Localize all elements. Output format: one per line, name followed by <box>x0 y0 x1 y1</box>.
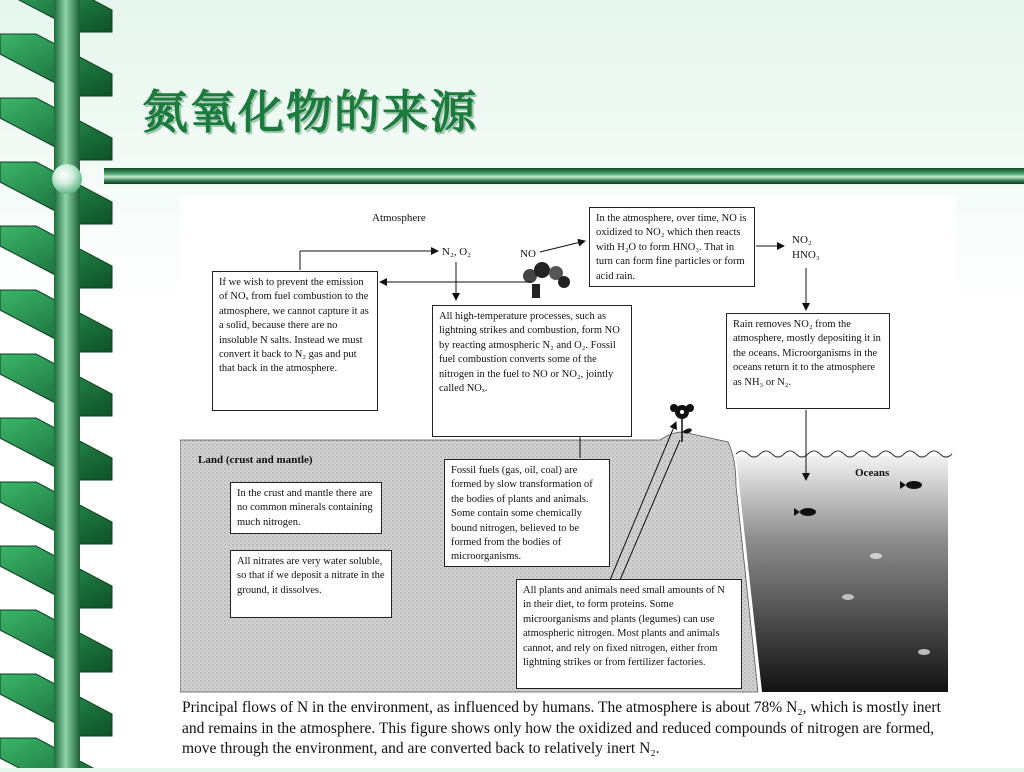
box-high-temperature: All high-temperature processes, such as lightning strikes and combustion, form NO by reacting atmospheric N₂ and O₂. Fossil fuel combustion converts some of the nitrogen in the fuel to NO or NO₂, jointly called NOₓ. <box>432 305 632 437</box>
label-oceans: Oceans <box>855 467 890 479</box>
box-rain: Rain removes NO₂ from the atmosphere, mostly depositing it in the oceans. Microorganisms in the oceans return it to the atmosphere as NH₃ or N₂. <box>726 313 890 409</box>
divider-knob <box>52 164 82 194</box>
box-plants-animals: All plants and animals need small amounts of N in their diet, to form proteins. Some microorganisms and plants (legumes) can use atmospheric nitrogen. Most plants and animals cannot, and rely on fixed nitrogen, either from lightning strikes or from fertilizer factories. <box>516 579 742 689</box>
label-no: NO <box>520 248 536 260</box>
figure-caption: Principal flows of N in the environment, as influenced by humans. The atmosphere is about 78% N₂, which is mostly inert and remains in the atmosphere. This figure shows only how the oxidized and reduced compounds of nitrogen are formed, move through the environment, and are converted back to relatively inert N₂. <box>182 699 941 757</box>
label-land: Land (crust and mantle) <box>198 454 313 466</box>
nitrogen-cycle-figure <box>180 196 956 768</box>
ocean-shape <box>736 456 948 692</box>
label-atmosphere: Atmosphere <box>372 212 426 224</box>
title-divider <box>104 168 1024 184</box>
box-crust: In the crust and mantle there are no common minerals containing much nitrogen. <box>230 482 382 534</box>
arrow-no-to-oxidation <box>540 241 585 252</box>
box-nitrates: All nitrates are very water soluble, so that if we deposit a nitrate in the ground, it dissolves. <box>230 550 392 618</box>
box-prevent-emission: If we wish to prevent the emission of NOₓ from fuel combustion to the atmosphere, we cannot capture it as a solid, because there are no insoluble N salts. Instead we must convert it back to N₂ gas and put that back in the atmosphere. <box>212 271 378 411</box>
box-oxidation: In the atmosphere, over time, NO is oxidized to NO₂ which then reacts with H₂O to form HNO₃. That in turn can form fine particles or form acid rain. <box>589 207 755 287</box>
smokestack-icon <box>523 262 570 298</box>
binder-decoration <box>0 0 120 768</box>
box-fossil-fuels: Fossil fuels (gas, oil, coal) are formed by slow transformation of the bodies of plants and animals. Some contain some chemically bound nitrogen, believed to be formed from the bodies of microorganisms. <box>444 459 610 567</box>
label-hno3: HNO₃ <box>792 249 820 261</box>
slide-title: 氮氧化物的来源 <box>142 85 478 139</box>
label-no2: NO₂ <box>792 234 812 246</box>
fish-icon-5 <box>918 649 930 655</box>
label-n2-o2: N₂, O₂ <box>442 246 472 258</box>
fish-icon-4 <box>842 594 854 600</box>
fish-icon-3 <box>870 553 882 559</box>
